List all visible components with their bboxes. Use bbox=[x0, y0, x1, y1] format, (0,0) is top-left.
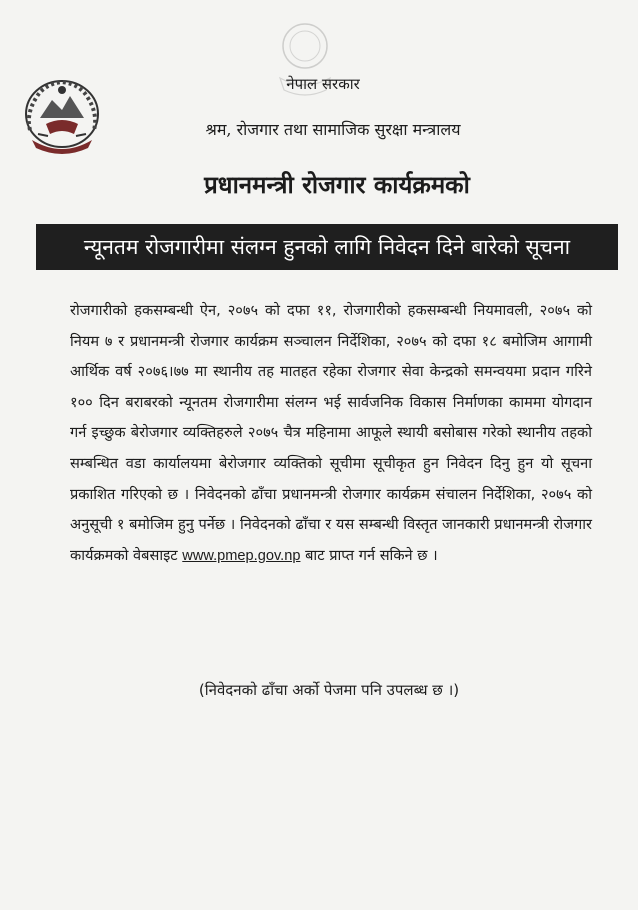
website-link[interactable]: www.pmep.gov.np bbox=[182, 547, 301, 564]
footnote: (निवेदनको ढाँचा अर्को पेजमा पनि उपलब्ध छ ।) bbox=[198, 681, 460, 699]
government-title: नेपाल सरकार bbox=[286, 75, 360, 93]
notice-banner bbox=[36, 224, 618, 270]
ministry-title: श्रम, रोजगार तथा सामाजिक सुरक्षा मन्त्रालय bbox=[205, 120, 461, 139]
notice-banner-text: न्यूनतम रोजगारीमा संलग्न हुनको लागि निवेदन दिने बारेको सूचना bbox=[83, 235, 571, 259]
notice-body-text-end: बाट प्राप्त गर्न सकिने छ । bbox=[300, 546, 438, 564]
program-title: प्रधानमन्त्री रोजगार कार्यक्रमको bbox=[204, 171, 470, 199]
notice-body bbox=[70, 296, 592, 571]
notice-body-text: रोजगारीको हकसम्बन्धी ऐन, २०७५ को दफा ११, रोजगारीको हकसम्बन्धी नियमावली, २०७५ को नियम ७ र प्रधानमन्त्री रोजगार कार्यक्रम सञ्चालन निर्देशिका, २०७५ को दफा १८ बमोजिम आगामी आर्थिक वर्ष २०७६।७७ मा स्थानीय तह मातहत रहेका रोजगार सेवा केन्द्रको समन्वयमा प्रदान गरिने १०० दिन बराबरको न्यूनतम रोजगारीमा संलग्न भई सार्वजनिक विकास निर्माणका काममा योगदान गर्न इच्छुक बेरोजगार व्यक्तिहरुले २०७५ चैत्र महिनामा आफूले स्थायी बसोबास गरेको स्थानीय तहको सम्बन्धित वडा कार्यालयमा बेरोजगार व्यक्तिको सूचीमा सूचीकृत हुन निवेदन दिनु हुन यो सूचना प्रकाशित गरिएको छ । निवेदनको ढाँचा प्रधानमन्त्री रोजगार कार्यक्रम संचालन निर्देशिका, २०७५ को अनुसूची १ बमोजिम हुनु पर्नेछ । निवेदनको ढाँचा र यस सम्बन्धी विस्तृत जानकारी प्रधानमन्त्री रोजगार कार्यक्रमको वेबसाइट bbox=[70, 302, 592, 564]
